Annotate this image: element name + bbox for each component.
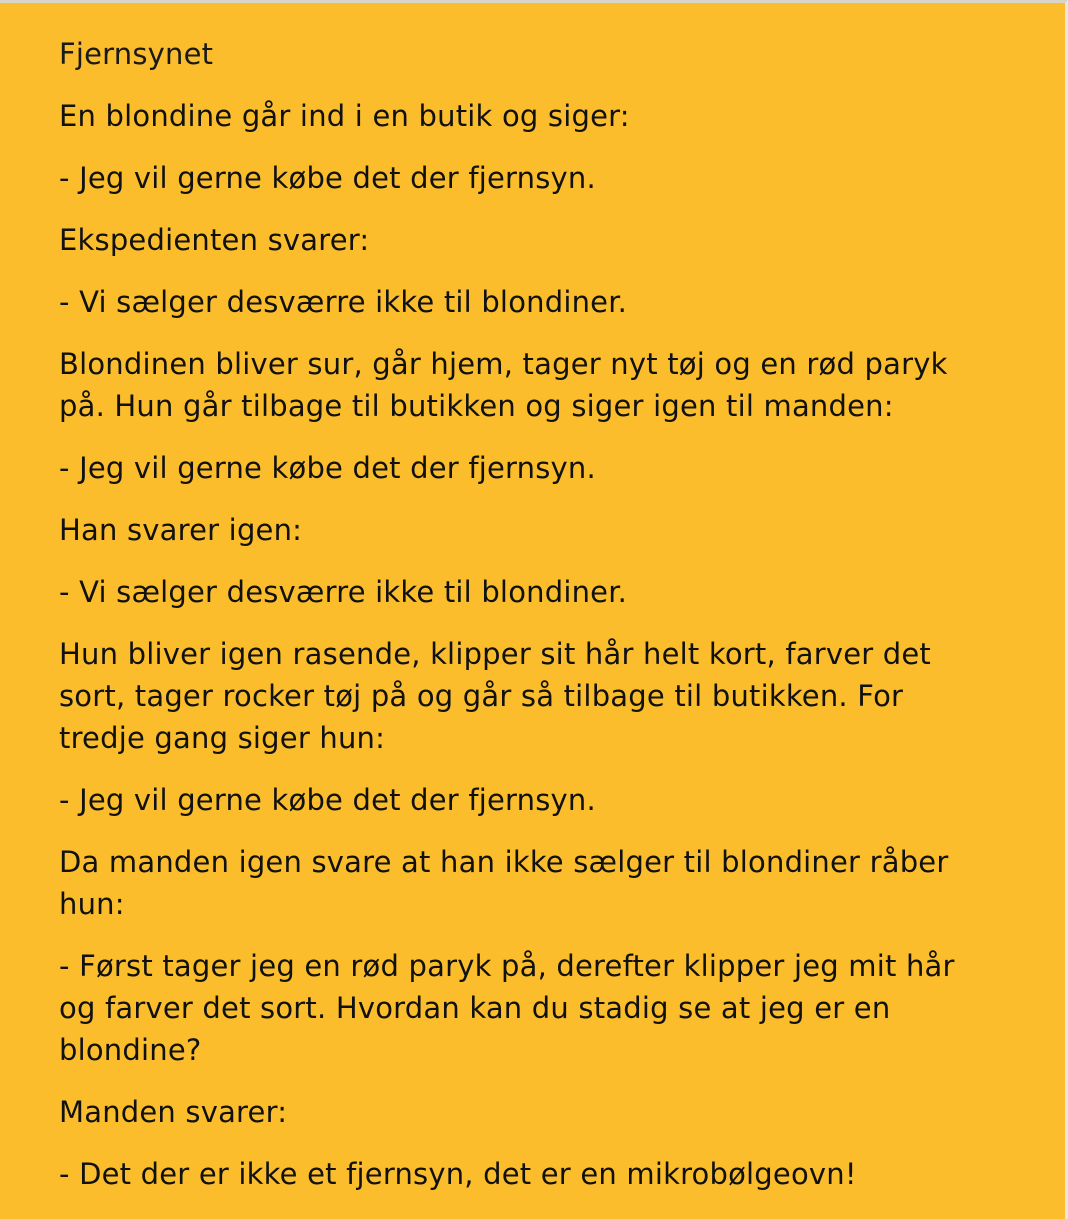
paragraph-2: - Jeg vil gerne købe det der fjernsyn.: [59, 161, 596, 195]
paragraph-7: Han svarer igen:: [59, 513, 303, 547]
paragraph-3: Ekspedienten svarer:: [59, 223, 370, 257]
paragraph-6: - Jeg vil gerne købe det der fjernsyn.: [59, 451, 596, 485]
paragraph-13: Manden svarer:: [59, 1095, 288, 1129]
paragraph-8: - Vi sælger desværre ikke til blondiner.: [59, 575, 628, 609]
paragraph-4: - Vi sælger desværre ikke til blondiner.: [59, 285, 628, 319]
paragraph-5: Blondinen bliver sur, går hjem, tager nyt tøj og en rød paryk på. Hun går tilbage til butikken og siger igen til manden:: [59, 347, 948, 423]
story-text: [59, 33, 1019, 1195]
paragraph-1: En blondine går ind i en butik og siger:: [59, 99, 630, 133]
paragraph-9: Hun bliver igen rasende, klipper sit hår helt kort, farver det sort, tager rocker tøj på og går så tilbage til butikken. For tredje gang siger hun:: [59, 637, 931, 755]
paragraph-10: - Jeg vil gerne købe det der fjernsyn.: [59, 783, 596, 817]
story-title: Fjernsynet: [59, 37, 214, 71]
paragraph-14: - Det der er ikke et fjernsyn, det er en mikrobølgeovn!: [59, 1157, 857, 1191]
paragraph-11: Da manden igen svare at han ikke sælger til blondiner råber hun:: [59, 845, 949, 921]
paragraph-12: - Først tager jeg en rød paryk på, derefter klipper jeg mit hår og farver det sort. Hvordan kan du stadig se at jeg er en blondine?: [59, 949, 955, 1067]
